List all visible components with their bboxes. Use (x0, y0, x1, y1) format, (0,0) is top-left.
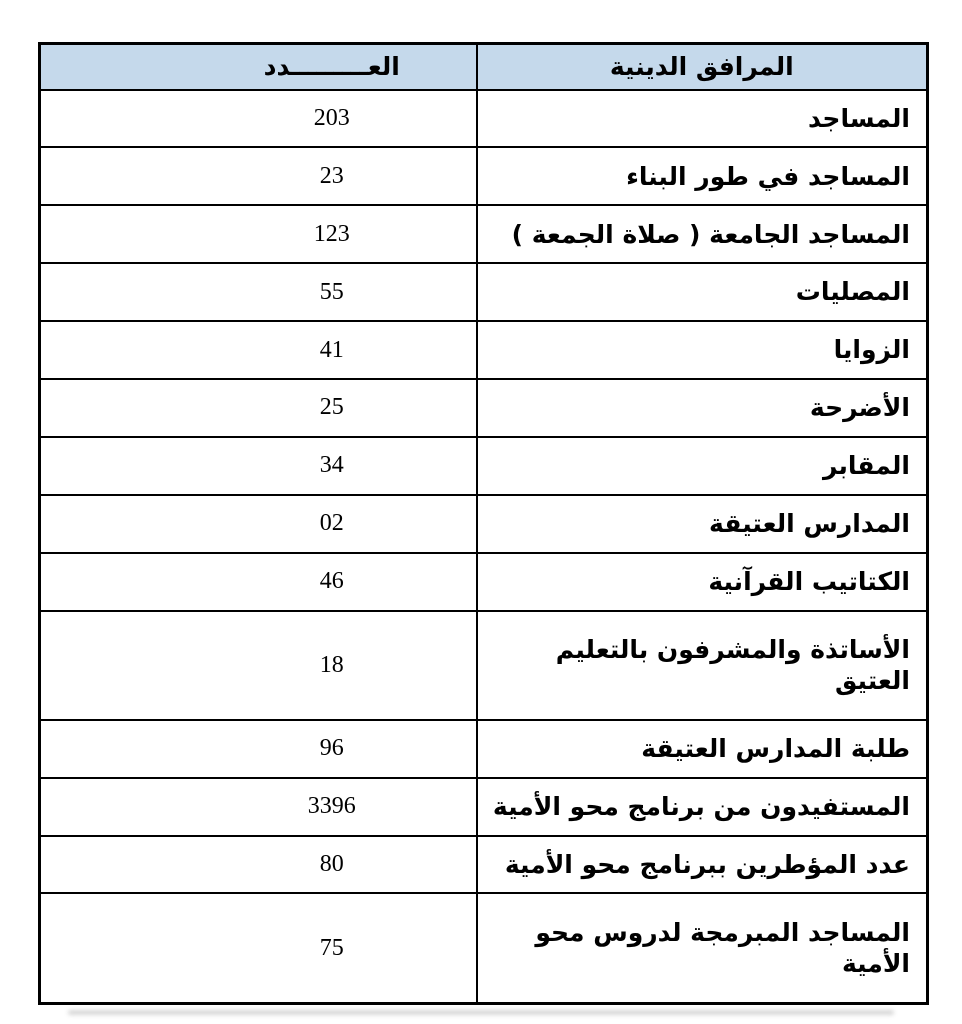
religious-facilities-table (38, 42, 929, 1005)
facility-count: 46 (40, 553, 477, 611)
facility-count: 96 (40, 720, 477, 778)
table-body (40, 90, 928, 1004)
table-row (40, 263, 928, 321)
table-header (40, 44, 928, 90)
table-row (40, 778, 928, 836)
table-row (40, 893, 928, 1003)
facility-label: المساجد الجامعة ( صلاة الجمعة ) (477, 205, 928, 263)
facility-label: الزوايا (477, 321, 928, 379)
table-row (40, 90, 928, 148)
facility-label: المدارس العتيقة (477, 495, 928, 553)
facility-count: 75 (40, 893, 477, 1003)
header-row (40, 44, 928, 90)
facility-count: 18 (40, 611, 477, 720)
table-row (40, 321, 928, 379)
facility-label: المستفيدون من برنامج محو الأمية (477, 778, 928, 836)
table-row (40, 437, 928, 495)
table-row (40, 553, 928, 611)
table-row (40, 147, 928, 205)
facility-count: 34 (40, 437, 477, 495)
table-row (40, 720, 928, 778)
facility-label: المساجد (477, 90, 928, 148)
facility-label: الأضرحة (477, 379, 928, 437)
facility-count: 3396 (40, 778, 477, 836)
facility-count: 123 (40, 205, 477, 263)
table-row (40, 379, 928, 437)
column-header-facilities: المرافق الدينية (477, 44, 928, 90)
facility-count: 80 (40, 836, 477, 894)
facility-label: طلبة المدارس العتيقة (477, 720, 928, 778)
facility-count: 02 (40, 495, 477, 553)
table-row (40, 495, 928, 553)
facility-count: 55 (40, 263, 477, 321)
table-row (40, 205, 928, 263)
column-header-count: العـــــــــدد (40, 44, 477, 90)
table-row (40, 611, 928, 720)
facility-label: المقابر (477, 437, 928, 495)
facility-label: عدد المؤطرين ببرنامج محو الأمية (477, 836, 928, 894)
facility-count: 203 (40, 90, 477, 148)
facility-label: الكتاتيب القرآنية (477, 553, 928, 611)
facility-count: 25 (40, 379, 477, 437)
facility-label: الأساتذة والمشرفون بالتعليم العتيق (477, 611, 928, 720)
table-row (40, 836, 928, 894)
facility-count: 41 (40, 321, 477, 379)
facility-label: المصليات (477, 263, 928, 321)
scan-artifact (68, 1010, 894, 1015)
facility-count: 23 (40, 147, 477, 205)
facility-label: المساجد المبرمجة لدروس محو الأمية (477, 893, 928, 1003)
facility-label: المساجد في طور البناء (477, 147, 928, 205)
